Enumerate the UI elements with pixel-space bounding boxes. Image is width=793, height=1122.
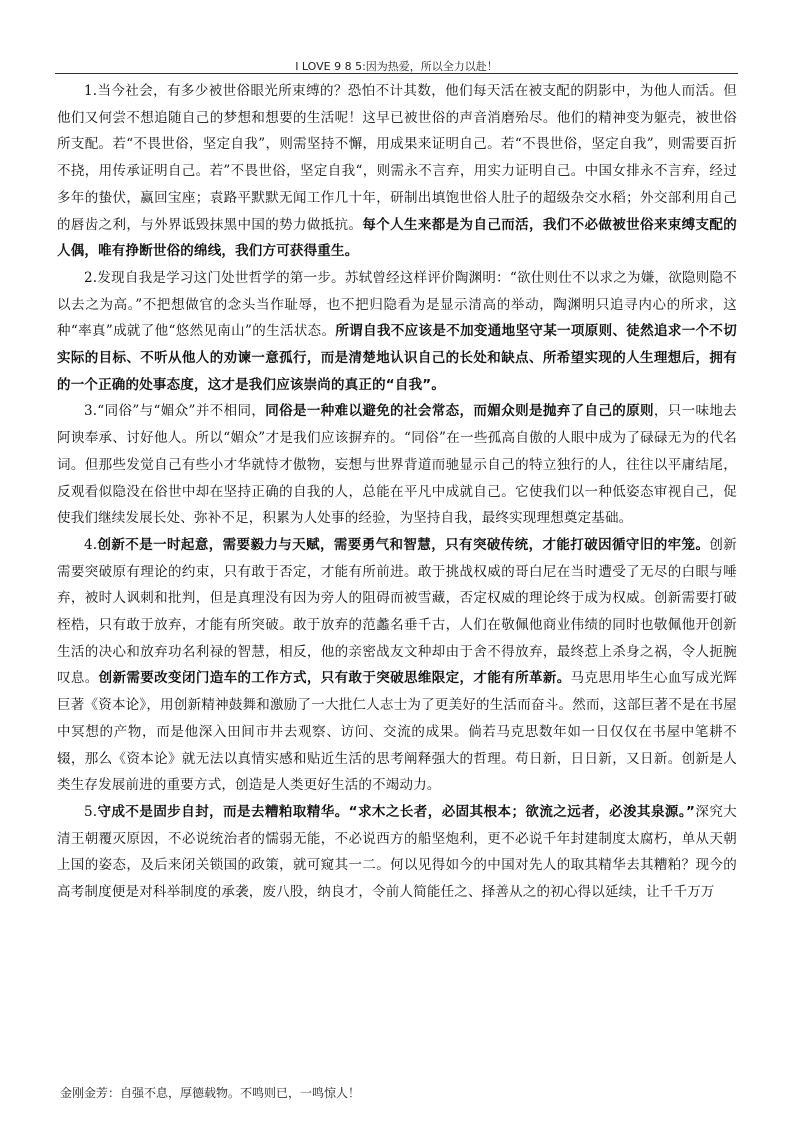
- page-footer: 金刚金芳：自强不息，厚德载物。不鸣则已，一鸣惊人！: [60, 1086, 361, 1100]
- paragraph-bold-text: 守成不是固步自封，而是去糟粕取精华。“求木之长者，必固其根本；欲流之远者，必浚其泉源。”: [97, 803, 696, 820]
- document-body: [57, 78, 737, 906]
- paragraph-text: ，只一味地去阿谀奉承、讨好他人。所以“媚众”才是我们应该摒弃的。“同俗”在一些孤高自傲的人眼中成为了碌碌无为的代名词。但那些发觉自己有些小才华就恃才傲物，妄想与世界背道而驰显示自己的特立独行的人，往往以平庸结尾，反观看似隐没在俗世中却在坚持正确的自我的人，总能在平凡中成就自己。它使我们以一种低姿态审视自己，促使我们继续发展长处、弥补不足，积累为人处事的经验，为坚持自我，最终实现理想奠定基础。: [57, 403, 737, 527]
- page-header: I LOVE 9 8 5:因为热爱，所以全力以赴！: [295, 60, 498, 73]
- paragraph-bold-text: 每个人生来都是为自己而活，我们不必做被世俗来束缚支配的人偶，唯有挣断世俗的绵线，我们方可获得重生。: [57, 216, 737, 260]
- paragraph-text: 4.: [84, 536, 98, 553]
- paragraph-3: [57, 398, 737, 532]
- paragraph-text: 3.“同俗”与“媚众”并不相同，: [84, 403, 266, 420]
- paragraph-text: 2.发现自我是学习这门处世哲学的第一步。苏轼曾经这样评价陶渊明：“欲仕则仕不以求之为嫌，欲隐则隐不以去之为高。”不把想做官的念头当作耻辱，也不把归隐看为是显示清高的举动，陶渊明只追寻内心的所求，这种“率真”成就了他“悠然见南山”的生活状态。: [57, 269, 737, 340]
- paragraph-bold-text: 创新不是一时起意，需要毅力与天赋，需要勇气和智慧，只有突破传统，才能打破因循守旧的牢笼。: [97, 536, 710, 553]
- paragraph-text: 创新需要突破原有理论的约束，只有敢于否定，才能有所前进。敢于挑战权威的哥白尼在当时遭受了无尽的白眼与唾弃，被时人讽刺和批判，但是真理没有因为旁人的阻碍而被雪藏，否定权威的理论终于成为权威。创新需要打破桎梏，只有敢于放弃，才能有所突破。敢于放弃的范蠡名垂千古，人们在敬佩他商业伟绩的同时也敬佩他开创新生活的决心和放弃功名利禄的智慧，相反，他的亲密战友文种却由于舍不得放弃，最终惹上杀身之祸，令人扼腕叹息。: [57, 536, 737, 687]
- paragraph-text: 深究大清王朝覆灭原因，不必说统治者的懦弱无能，不必说西方的船坚炮利，更不必说千年封建制度太腐朽，单从天朝上国的姿态，及后来闭关锁国的政策，就可窥其一二。何以见得如今的中国对先人的取其精华去其糟粕？现今的高考制度便是对科举制度的承袭，废八股，纳良才，令前人简能任之、择善从之的初心得以延续，让千千万万: [57, 803, 737, 901]
- paragraph-1: [57, 78, 737, 265]
- paragraph-text: 马克思用毕生心血写成光辉巨著《资本论》，用创新精神鼓舞和激励了一大批仁人志士为了更美好的生活而奋斗。然而，这部巨著不是在书屋中冥想的产物，而是他深入田间市井去观察、访问、交流的成果。倘若马克思数年如一日仅仅在书屋中笔耕不辍，那么《资本论》就无法以真情实感和贴近生活的思考阐释强大的哲理。苟日新，日日新，又日新。创新是人类生存发展前进的重要方式，创造是人类更好生活的不竭动力。: [57, 670, 737, 794]
- paragraph-text: 5.: [84, 803, 98, 820]
- paragraph-bold-text: 同俗是一种难以避免的社会常态，而媚众则是抛弃了自己的原则: [265, 403, 654, 420]
- paragraph-bold-text: 创新需要改变闭门造车的工作方式，只有敢于突破思维限定，才能有所革新。: [98, 670, 571, 687]
- paragraph-2: [57, 265, 737, 399]
- paragraph-text: 1.当今社会，有多少被世俗眼光所束缚的？恐怕不计其数，他们每天活在被支配的阴影中，为他人而活。但他们又何尝不想追随自己的梦想和想要的生活呢！这早已被世俗的声音消磨殆尽。他们的精神变为躯壳，被世俗所支配。若“不畏世俗，坚定自我”，则需坚持不懈，用成果来证明自己。若“不畏世俗，坚定自我”，则需要百折不挠，用传承证明自己。若”不畏世俗，坚定自我“，则需永不言弃，用实力证明自己。中国女排永不言弃，经过多年的蛰伏，赢回宝座；袁路平默默无闻工作几十年，研制出填饱世俗人肚子的超级杂交水稻；外交部利用自己的唇齿之利，与外界诋毁抹黑中国的势力做抵抗。: [57, 83, 737, 233]
- paragraph-bold-text: 所谓自我不应该是不加变通地坚守某一项原则、徒然追求一个不切实际的目标、不听从他人的劝谏一意孤行，而是清楚地认识自己的长处和缺点、所希望实现的人生理想后，拥有的一个正确的处事态度，这才是我们应该崇尚的真正的“自我”。: [57, 323, 737, 393]
- paragraph-5: [57, 799, 737, 906]
- header-divider: [55, 73, 738, 74]
- paragraph-4: [57, 532, 737, 799]
